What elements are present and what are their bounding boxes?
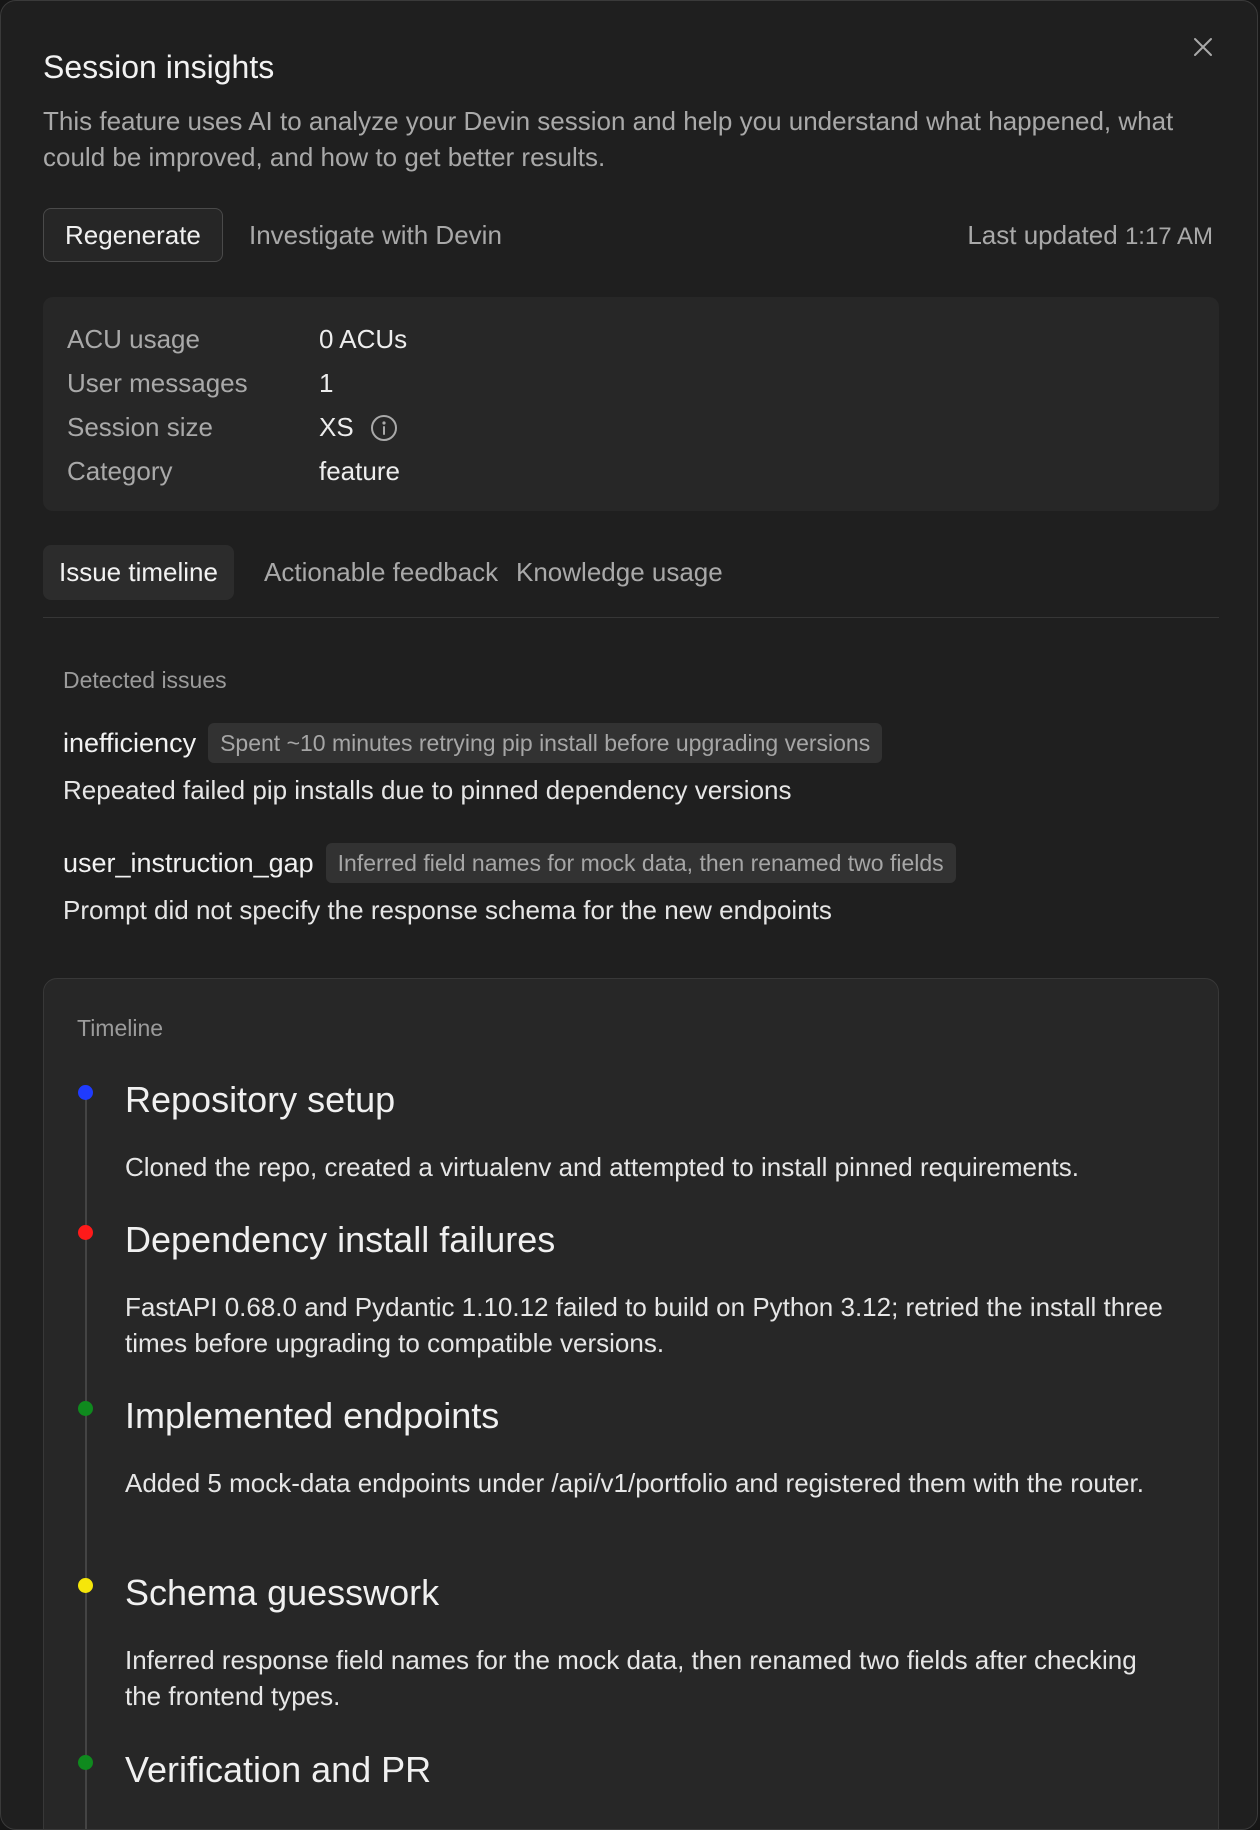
tab-actionable-feedback[interactable]: Actionable feedback (264, 557, 499, 587)
timeline-panel (43, 978, 1219, 1830)
stat-label: Category (67, 456, 173, 486)
session-stats (43, 297, 1219, 511)
stat-label: Session size (67, 412, 213, 442)
timeline-item-description: Added 5 mock-data endpoints under /api/v1/portfolio and registered them with the router. (125, 1468, 1144, 1498)
investigate-with-devin-button[interactable]: Investigate with Devin (235, 208, 516, 262)
timeline-item-title: Schema guesswork (125, 1572, 440, 1613)
stat-value (319, 319, 407, 359)
issue-type: user_instruction_gap (63, 847, 314, 878)
timeline-item-title: Verification and PR (125, 1749, 432, 1790)
stat-value (319, 407, 398, 447)
issue-description: Prompt did not specify the response schema for the new endpoints (63, 895, 832, 925)
tab-knowledge-usage[interactable]: Knowledge usage (516, 557, 723, 587)
stat-value-text: 1 (319, 368, 334, 398)
stat-value (319, 363, 333, 403)
stat-value-text: XS (319, 412, 354, 442)
timeline-label: Timeline (77, 1015, 164, 1041)
timeline-item-description: Cloned the repo, created a virtualenv and attempted to install pinned requirements. (125, 1152, 1079, 1182)
tab-issue-timeline[interactable]: Issue timeline (43, 545, 234, 600)
timeline-line (85, 1091, 87, 1830)
issue-description: Repeated failed pip installs due to pinned dependency versions (63, 775, 792, 805)
stat-label: User messages (67, 368, 248, 398)
info-icon[interactable] (370, 413, 398, 441)
close-icon[interactable] (1191, 35, 1215, 59)
timeline-dot (78, 1401, 93, 1416)
timeline-item-title: Repository setup (125, 1079, 396, 1120)
regenerate-button[interactable]: Regenerate (43, 208, 223, 262)
issue-item (63, 723, 882, 806)
timeline-dot (78, 1085, 93, 1100)
timeline-item-description: FastAPI 0.68.0 and Pydantic 1.10.12 failed to build on Python 3.12; retried the install three times before upgrading to compatible versions. (125, 1292, 1163, 1358)
timeline-item-title: Implemented endpoints (125, 1395, 500, 1436)
timeline-dot (78, 1755, 93, 1770)
last-updated-label: Last updated (967, 220, 1118, 250)
insights-tabs (43, 545, 1219, 618)
timeline-item-title: Dependency install failures (125, 1219, 556, 1260)
dialog-title: Session insights (43, 49, 275, 85)
actions-bar (43, 208, 1213, 264)
timeline-dot (78, 1225, 93, 1240)
dialog-subtitle: This feature uses AI to analyze your Devin session and help you understand what happened, what could be improved, and how to get better results. (43, 106, 1174, 172)
stat-value-text: 0 ACUs (319, 324, 408, 354)
issue-badge: Inferred field names for mock data, then renamed two fields (326, 843, 956, 883)
issue-item (63, 843, 956, 926)
last-updated-time: 1:17 AM (1124, 223, 1213, 250)
stat-label: ACU usage (67, 324, 200, 354)
stat-value-text: feature (319, 456, 400, 486)
issue-badge: Spent ~10 minutes retrying pip install before upgrading versions (208, 723, 882, 763)
last-updated (967, 208, 1213, 262)
detected-issues-label: Detected issues (63, 667, 227, 693)
timeline-dot (78, 1578, 93, 1593)
timeline-item-description: Inferred response field names for the mock data, then renamed two fields after checking the frontend types. (125, 1645, 1137, 1711)
stat-value (319, 451, 400, 491)
issue-type: inefficiency (63, 727, 197, 758)
